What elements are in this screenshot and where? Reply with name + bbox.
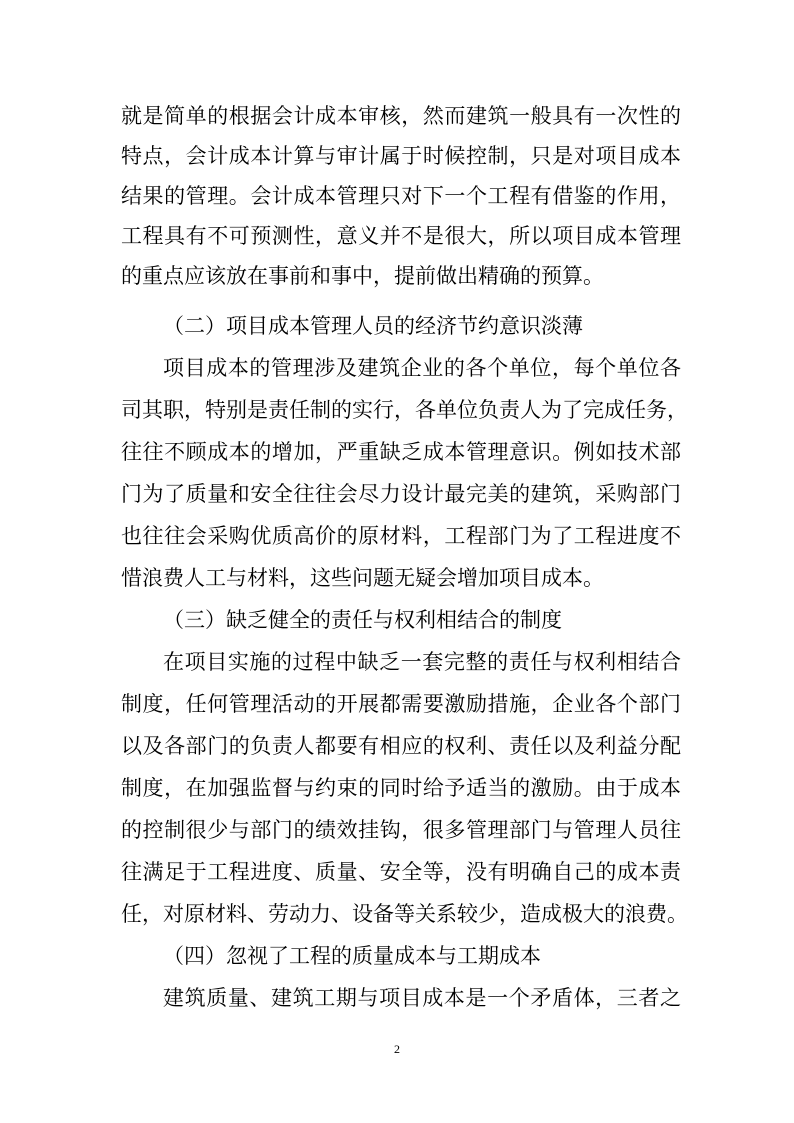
body-line: 也往往会采购优质高价的原材料，工程部门为了工程进度不 <box>121 524 681 548</box>
section-heading: （二）项目成本管理人员的经济节约意识淡薄 <box>163 314 583 338</box>
body-line: 在项目实施的过程中缺乏一套完整的责任与权利相结合 <box>163 650 681 674</box>
body-line: 结果的管理。会计成本管理只对下一个工程有借鉴的作用， <box>121 184 681 208</box>
body-line: 就是简单的根据会计成本审核，然而建筑一般具有一次性的 <box>121 104 681 128</box>
body-line: 特点，会计成本计算与审计属于时候控制，只是对项目成本 <box>121 144 681 168</box>
body-line: 任，对原材料、劳动力、设备等关系较少，造成极大的浪费。 <box>121 902 688 926</box>
body-line: 门为了质量和安全往往会尽力设计最完美的建筑，采购部门 <box>121 482 681 506</box>
section-heading: （四）忽视了工程的质量成本与工期成本 <box>163 944 541 968</box>
body-line: 的重点应该放在事前和事中，提前做出精确的预算。 <box>121 264 604 288</box>
page-number: 2 <box>394 1042 400 1056</box>
body-line: 往满足于工程进度、质量、安全等，没有明确自己的成本责 <box>121 860 681 884</box>
section-heading: （三）缺乏健全的责任与权利相结合的制度 <box>163 608 562 632</box>
body-line: 往往不顾成本的增加，严重缺乏成本管理意识。例如技术部 <box>121 440 681 464</box>
body-line: 项目成本的管理涉及建筑企业的各个单位，每个单位各 <box>163 356 681 380</box>
body-line: 制度，在加强监督与约束的同时给予适当的激励。由于成本 <box>121 776 681 800</box>
body-line: 惜浪费人工与材料，这些问题无疑会增加项目成本。 <box>121 566 604 590</box>
body-line: 建筑质量、建筑工期与项目成本是一个矛盾体，三者之 <box>163 986 681 1010</box>
body-line: 司其职，特别是责任制的实行，各单位负责人为了完成任务， <box>121 398 688 422</box>
body-line: 制度，任何管理活动的开展都需要激励措施，企业各个部门 <box>121 692 681 716</box>
body-line: 的控制很少与部门的绩效挂钩，很多管理部门与管理人员往 <box>121 818 681 842</box>
body-line: 以及各部门的负责人都要有相应的权利、责任以及利益分配 <box>121 734 681 758</box>
body-line: 工程具有不可预测性，意义并不是很大，所以项目成本管理 <box>121 224 681 248</box>
